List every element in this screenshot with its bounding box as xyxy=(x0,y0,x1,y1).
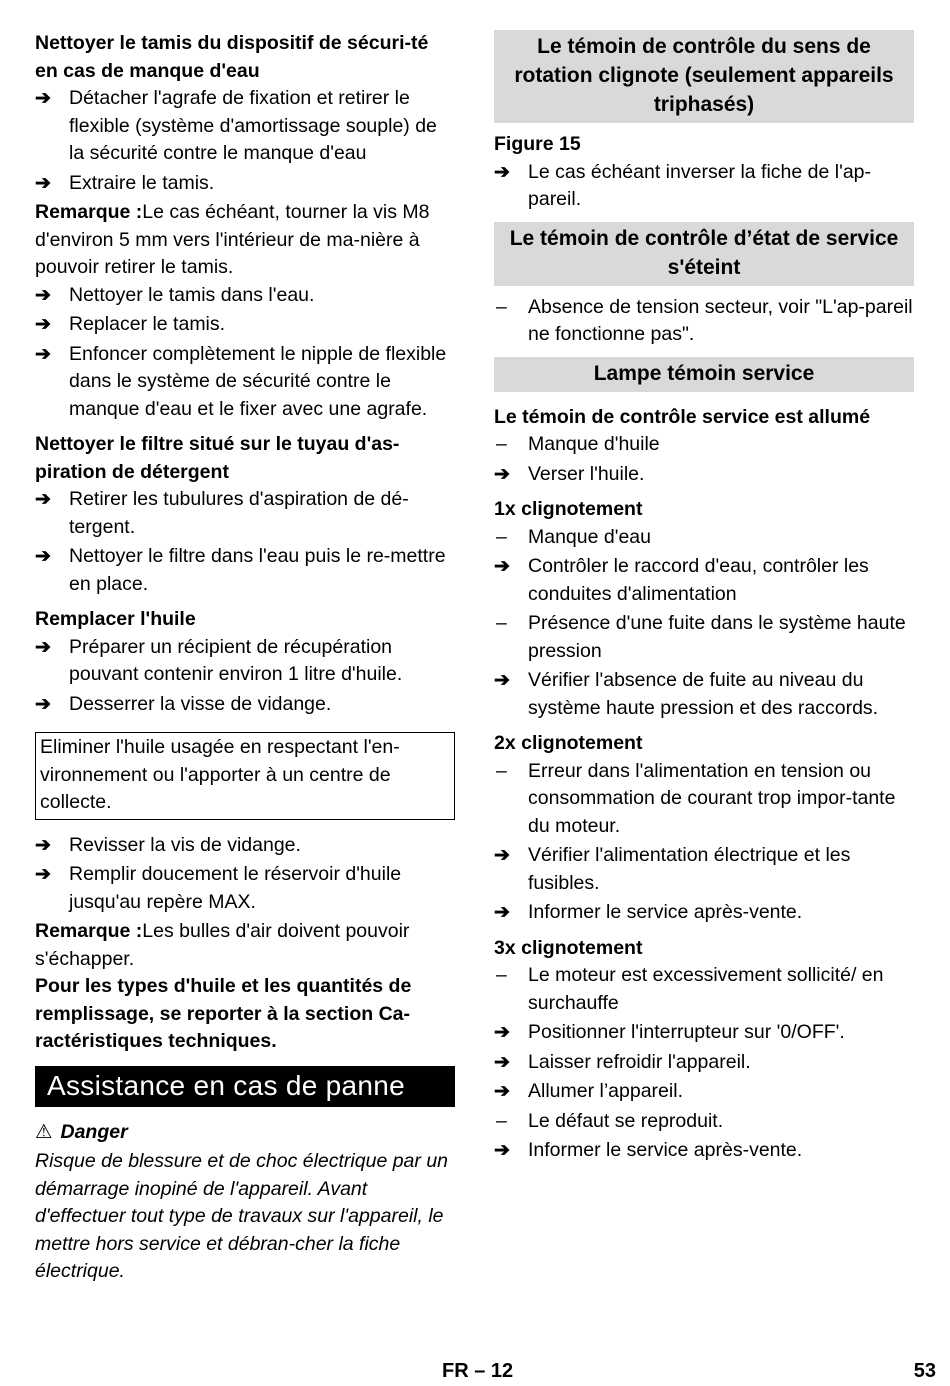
list-item xyxy=(35,282,455,310)
list-s3 xyxy=(35,634,455,719)
danger-text: Risque de blessure et de choc électrique par un démarrage inopiné de l'appareil. Avant d'effectuer tout type de travaux sur l'appareil, le mettre hors service et débran-cher la fiche électrique. xyxy=(35,1150,449,1282)
dash-icon: – xyxy=(496,964,507,986)
list-item xyxy=(494,1108,914,1136)
list-item xyxy=(494,1019,914,1047)
list-item-text: Nettoyer le tamis dans l'eau. xyxy=(69,283,315,306)
list-item xyxy=(35,634,455,689)
list-item-text: Préparer un récipient de récupération pouvant contenir environ 1 litre d'huile. xyxy=(69,635,403,685)
list-item xyxy=(35,85,455,168)
list-s1b xyxy=(35,282,455,424)
list-item-text: Extraire le tamis. xyxy=(69,171,215,194)
list-bar2 xyxy=(494,294,914,349)
arrow-right-icon: ➔ xyxy=(494,1081,510,1102)
list-item-text: Absence de tension secteur, voir "L'ap-pareil ne fonctionne pas". xyxy=(528,295,913,345)
list-item-text: Retirer les tubulures d'aspiration de dé-tergent. xyxy=(69,488,409,538)
list-item-text: Erreur dans l'alimentation en tension ou consommation de courant trop impor-tante du moteur. xyxy=(528,759,896,837)
arrow-right-icon: ➔ xyxy=(35,834,51,856)
list-item xyxy=(494,1137,914,1165)
list-item-text: Le moteur est excessivement sollicité/ en surchauffe xyxy=(528,964,884,1014)
list-s3b xyxy=(35,832,455,917)
list-item xyxy=(35,311,455,339)
list-item-text: Manque d'eau xyxy=(528,525,651,548)
note-label: Remarque : xyxy=(35,201,143,223)
dash-icon: – xyxy=(496,759,507,782)
list-item xyxy=(494,553,914,608)
list-item xyxy=(35,543,455,598)
dash-icon: – xyxy=(496,295,507,318)
dash-icon: – xyxy=(496,433,507,455)
subheading-3x-blink: 3x clignotement xyxy=(494,936,643,959)
list-item-text: Verser l'huile. xyxy=(528,462,645,485)
note-text: Les bulles d'air doivent pouvoir s'échapper. xyxy=(35,920,410,970)
arrow-right-icon: ➔ xyxy=(494,670,510,691)
dash-icon: – xyxy=(496,612,507,634)
list-item-text: Nettoyer le filtre dans l'eau puis le re-mettre en place. xyxy=(69,545,446,595)
list-item xyxy=(494,159,914,214)
arrow-right-icon: ➔ xyxy=(35,864,51,885)
list-item-text: Enfoncer complètement le nipple de flexible dans le système de sécurité contre le manque d'eau et le fixer avec une agrafe. xyxy=(69,342,447,420)
dash-icon: – xyxy=(496,1109,507,1132)
note-label: Remarque : xyxy=(35,920,143,942)
list-item-text: Détacher l'agrafe de fixation et retirer le flexible (système d'amortissage souple) de la sécurité contre le manque d'eau xyxy=(69,87,437,164)
arrow-right-icon: ➔ xyxy=(35,489,51,510)
right-column xyxy=(494,30,914,1167)
list-item-text: Le cas échéant inverser la fiche de l'ap-pareil. xyxy=(528,160,872,210)
list-item xyxy=(494,610,914,665)
list-item xyxy=(494,962,914,1017)
list-item-text: Desserrer la visse de vidange. xyxy=(69,692,332,715)
heading-status-indicator: Le témoin de contrôle d’état de service s'éteint xyxy=(494,222,914,286)
warning-icon: ⚠ xyxy=(35,1120,53,1143)
list-item xyxy=(494,667,914,722)
list-item xyxy=(494,842,914,897)
arrow-right-icon: ➔ xyxy=(35,88,51,109)
arrow-right-icon: ➔ xyxy=(35,546,51,567)
list-item-text: Informer le service après-vente. xyxy=(528,1139,803,1161)
subheading-1x-blink: 1x clignotement xyxy=(494,498,643,520)
list-item xyxy=(494,294,914,349)
list-item xyxy=(35,341,455,424)
arrow-right-icon: ➔ xyxy=(35,284,51,306)
list-item xyxy=(494,524,914,552)
danger-heading xyxy=(35,1119,455,1147)
list-item-text: Replacer le tamis. xyxy=(69,313,226,335)
list-item-text: Vérifier l'absence de fuite au niveau du système haute pression et des raccords. xyxy=(528,669,879,719)
left-column xyxy=(35,30,455,1286)
list-item-text: Contrôler le raccord d'eau, contrôler les conduites d'alimentation xyxy=(528,555,869,605)
arrow-right-icon: ➔ xyxy=(494,1051,510,1073)
arrow-right-icon: ➔ xyxy=(494,845,510,866)
list-item-text: Positionner l'interrupteur sur '0/OFF'. xyxy=(528,1021,845,1043)
list-item xyxy=(494,1078,914,1106)
list-s1 xyxy=(35,85,455,197)
list-sub1 xyxy=(494,431,914,488)
arrow-right-icon: ➔ xyxy=(494,1140,510,1161)
arrow-right-icon: ➔ xyxy=(35,314,51,335)
note-text: Le cas échéant, tourner la vis M8 d'environ 5 mm vers l'intérieur de ma-nière à pouvoir retirer le tamis. xyxy=(35,201,430,278)
list-sub4 xyxy=(494,962,914,1165)
heading-replace-oil: Remplacer l'huile xyxy=(35,608,196,630)
list-item-text: Laisser refroidir l'appareil. xyxy=(528,1050,751,1073)
arrow-right-icon: ➔ xyxy=(35,693,51,715)
list-sub3 xyxy=(494,758,914,927)
arrow-right-icon: ➔ xyxy=(35,343,51,365)
heading-clean-filter: Nettoyer le filtre situé sur le tuyau d'as-piration de détergent xyxy=(35,433,400,483)
list-item xyxy=(35,170,455,198)
danger-label: Danger xyxy=(60,1120,128,1143)
list-item xyxy=(494,1049,914,1077)
list-item xyxy=(494,431,914,459)
subheading-service-on: Le témoin de contrôle service est allumé xyxy=(494,405,871,428)
figure-label: Figure 15 xyxy=(494,133,581,155)
oil-types-paragraph: Pour les types d'huile et les quantités de remplissage, se reporter à la section Ca-ractéristiques techniques. xyxy=(35,975,412,1052)
list-bar1 xyxy=(494,159,914,214)
heading-service-lamp: Lampe témoin service xyxy=(494,357,914,392)
arrow-right-icon: ➔ xyxy=(494,556,510,577)
page-number: 53 xyxy=(913,1360,936,1382)
list-s2 xyxy=(35,486,455,598)
note-s1 xyxy=(35,199,455,282)
list-item-text: Le défaut se reproduit. xyxy=(528,1109,724,1132)
list-item xyxy=(35,486,455,541)
list-sub2 xyxy=(494,524,914,723)
list-item xyxy=(494,899,914,927)
footer-page-label: FR – 12 xyxy=(442,1360,514,1382)
list-item-text: Présence d'une fuite dans le système haute pression xyxy=(528,612,906,662)
heading-rotation-indicator: Le témoin de contrôle du sens de rotation clignote (seulement appareils triphasés) xyxy=(494,30,914,123)
list-item-text: Revisser la vis de vidange. xyxy=(69,833,301,856)
list-item xyxy=(35,832,455,860)
arrow-right-icon: ➔ xyxy=(35,172,51,194)
environment-notice-box: Eliminer l'huile usagée en respectant l'en-vironnement ou l'apporter à un centre de collecte. xyxy=(35,732,455,820)
list-item xyxy=(494,461,914,489)
list-item-text: Manque d'huile xyxy=(528,433,660,455)
note-s3 xyxy=(35,918,455,973)
page-footer xyxy=(0,1358,950,1386)
list-item-text: Vérifier l'alimentation électrique et les fusibles. xyxy=(528,844,851,894)
arrow-right-icon: ➔ xyxy=(35,636,51,658)
arrow-right-icon: ➔ xyxy=(494,902,510,923)
heading-clean-sieve: Nettoyer le tamis du dispositif de sécuri-té en cas de manque d'eau xyxy=(35,32,429,82)
list-item-text: Allumer l’appareil. xyxy=(528,1080,683,1102)
list-item-text: Informer le service après-vente. xyxy=(528,901,803,923)
arrow-right-icon: ➔ xyxy=(494,161,510,183)
arrow-right-icon: ➔ xyxy=(494,1022,510,1043)
list-item xyxy=(494,758,914,841)
section-title-troubleshooting: Assistance en cas de panne xyxy=(35,1066,455,1107)
list-item xyxy=(35,861,455,916)
arrow-right-icon: ➔ xyxy=(494,463,510,485)
list-item-text: Remplir doucement le réservoir d'huile jusqu'au repère MAX. xyxy=(69,863,402,913)
dash-icon: – xyxy=(496,525,507,548)
subheading-2x-blink: 2x clignotement xyxy=(494,732,643,754)
list-item xyxy=(35,691,455,719)
